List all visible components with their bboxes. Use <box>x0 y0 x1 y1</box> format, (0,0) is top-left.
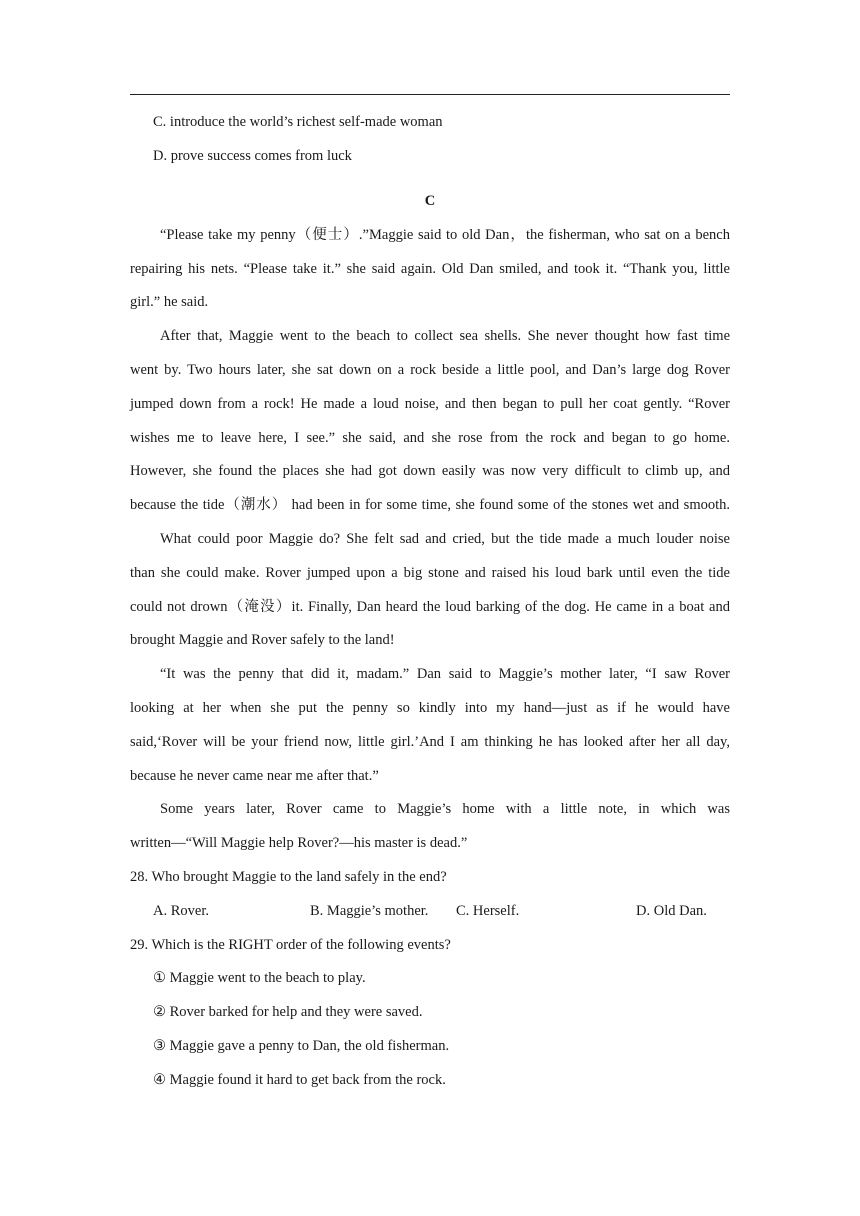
passage-line: than she could make. Rover jumped upon a big stone and raised his loud bark until even the tide <box>130 565 730 581</box>
passage-line: could not drown（淹没）it. Finally, Dan heard the loud barking of the dog. He came in a boat and <box>130 599 730 615</box>
passage-line: Some years later, Rover came to Maggie’s home with a little note, in which was <box>160 801 730 817</box>
passage-line: because the tide（潮水） had been in for some time, she found some of the stones wet and smooth. <box>130 497 730 513</box>
question-28-stem: 28. Who brought Maggie to the land safely in the end? <box>130 869 447 885</box>
passage-line: jumped down from a rock! He made a loud noise, and then began to pull her coat gently. “Rover <box>130 396 730 412</box>
passage-line: brought Maggie and Rover safely to the land! <box>130 632 395 648</box>
q29-event-2: ② Rover barked for help and they were saved. <box>153 1004 423 1020</box>
q28-option-d: D. Old Dan. <box>636 903 707 919</box>
q29-event-4: ④ Maggie found it hard to get back from the rock. <box>153 1072 446 1088</box>
passage-line: After that, Maggie went to the beach to collect sea shells. She never thought how fast time <box>160 328 730 344</box>
q28-option-a: A. Rover. <box>153 903 209 919</box>
section-title: C <box>424 193 436 209</box>
q29-event-3: ③ Maggie gave a penny to Dan, the old fisherman. <box>153 1038 450 1054</box>
q29-event-1: ① Maggie went to the beach to play. <box>153 970 366 986</box>
header-rule <box>130 94 730 95</box>
passage-line: “Please take my penny（便士）.”Maggie said to old Dan，the fisherman, who sat on a bench <box>160 227 730 243</box>
prev-option-d: D. prove success comes from luck <box>153 148 352 164</box>
passage-line: said,‘Rover will be your friend now, little girl.’And I am thinking he has looked after her all day, <box>130 734 730 750</box>
passage-line: However, she found the places she had got down easily was now very difficult to climb up, and <box>130 463 730 479</box>
passage-line: What could poor Maggie do? She felt sad and cried, but the tide made a much louder noise <box>160 531 730 547</box>
q28-option-b: B. Maggie’s mother. <box>310 903 429 919</box>
passage-line: wishes me to leave here, I see.” she said, and she rose from the rock and began to go home. <box>130 430 730 446</box>
passage-line: “It was the penny that did it, madam.” Dan said to Maggie’s mother later, “I saw Rover <box>160 666 730 682</box>
passage-line: went by. Two hours later, she sat down on a rock beside a little pool, and Dan’s large dog Rover <box>130 362 730 378</box>
prev-option-c: C. introduce the world’s richest self-made woman <box>153 114 443 130</box>
question-29-stem: 29. Which is the RIGHT order of the following events? <box>130 937 451 953</box>
passage-line: because he never came near me after that.” <box>130 768 379 784</box>
passage-line: repairing his nets. “Please take it.” she said again. Old Dan smiled, and took it. “Thank you, little <box>130 261 730 277</box>
passage-line: girl.” he said. <box>130 294 209 310</box>
passage-line: looking at her when she put the penny so kindly into my hand—just as if he would have <box>130 700 730 716</box>
q28-option-c: C. Herself. <box>456 903 520 919</box>
passage-line: written—“Will Maggie help Rover?—his master is dead.” <box>130 835 468 851</box>
